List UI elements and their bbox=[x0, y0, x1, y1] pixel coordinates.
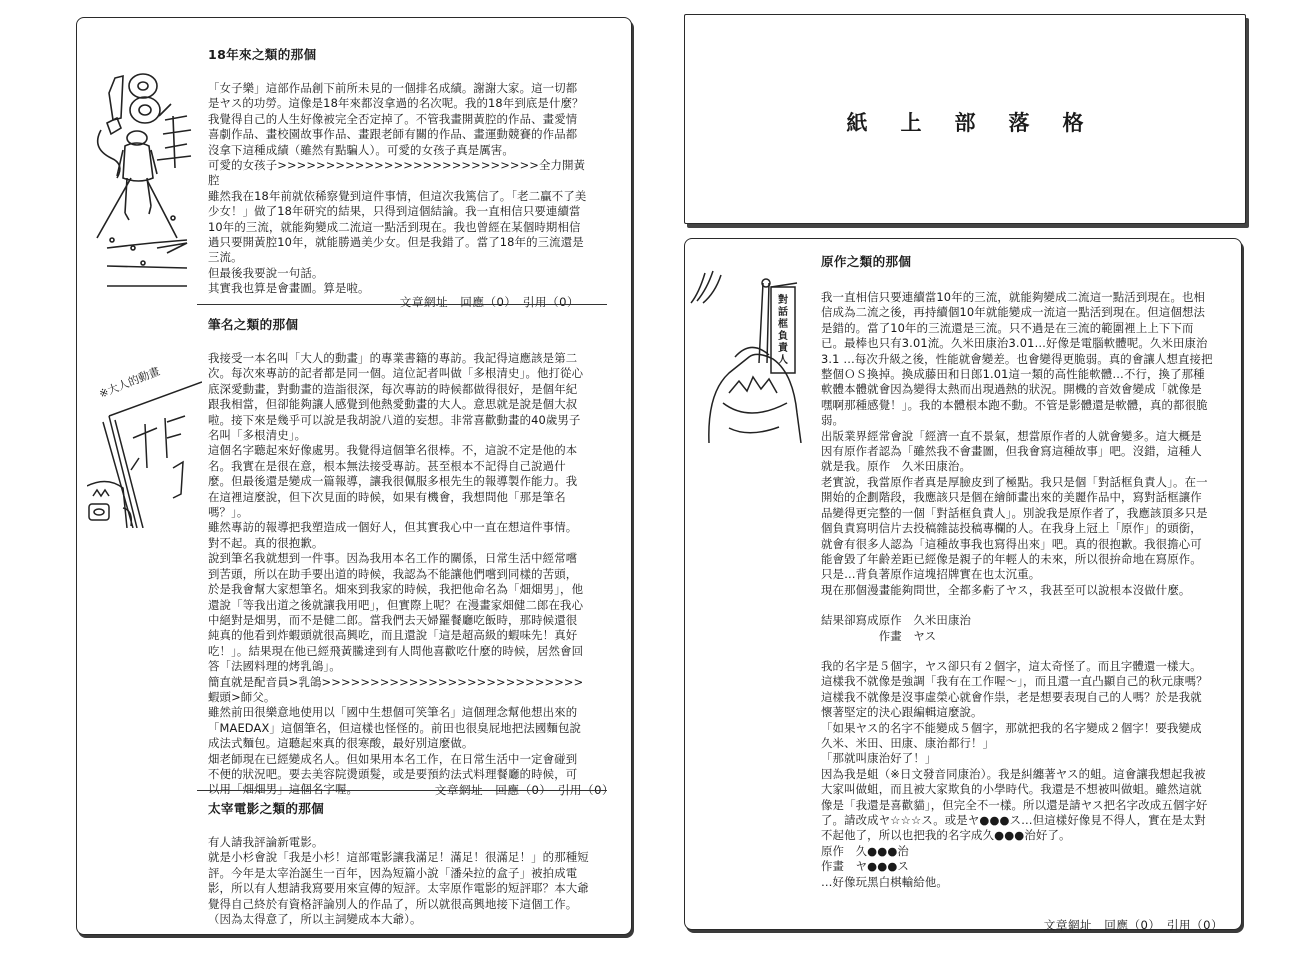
post-footer bbox=[1027, 903, 1223, 947]
permalink-link[interactable]: 文章網址 bbox=[434, 783, 484, 797]
post-title: 18年來之類的那個 bbox=[208, 47, 317, 62]
paragraph: 雖然我在18年前就依稀察覺到這件事情，但這次我篤信了。「老二贏不了美少女！」做了18年研究的結果，只得到這個結論。我一直相信只要連續當10年的三流，就能夠變成二流這一點活到現在。我也曾經在某個時期相信過只要開黃腔10年，就能勝過美少女。但是我錯了。當了18年的三流還是三流。 bbox=[208, 188, 587, 265]
paragraph: 我一直相信只要連續當10年的三流，就能夠變成二流這一點活到現在。也相信成為二流之後，再持續個10年就能變成一流這一點活到現在。但這個想法是錯的。當了10年的三流還是三流。只不過是在三流的範圍裡上上下下而已。最棒也只有3.01流。久米田康治3.01…好像是電腦軟體呢。久米田康治 3.1 …每次升級之後，性能就會變差。也會變得更脆弱。真的會讓人想直接把整個ＯＳ換掉。換成藤田和日郎1.01這一類的高性能軟體…不行，換了那種軟體本體就會因為變得太熱而出現過熱的狀況。開機的音效會變成「就像是嘿啊那種感覺！」。我的本體根本跑不動。不管是影體還是軟體，真的都很脆弱。 bbox=[821, 290, 1213, 428]
paragraph: 但最後我要說一句話。 bbox=[208, 265, 324, 280]
quotes-link[interactable]: 引用（0） bbox=[1166, 918, 1224, 932]
svg-text:人: 人 bbox=[778, 355, 788, 366]
svg-text:負: 負 bbox=[778, 331, 788, 342]
paragraph: 雖然前田很樂意地使用以「國中生想個可笑筆名」這個理念幫他想出來的「MAEDAX」這個筆名，但這樣也怪怪的。前田也很臭屁地把法國麵包說成法式麵包。這聽起來真的很寒酸，最好別這麼做。 bbox=[208, 705, 582, 751]
paragraph: 「女子樂」這部作品創下前所未見的一個排名成績。謝謝大家。這一切都是ヤス的功勞。這像是18年來都沒拿過的名次呢。我的18年到底是什麼？我覺得自己的人生好像被完全否定掉了。不管我畫開黃腔的作品、畫愛情喜劇作品、畫校園故事作品、畫跟老師有關的作品、畫運動競賽的作品都沒拿下這種成績（雖然有點騙人）。可愛的女孩子真是厲害。 bbox=[208, 81, 584, 157]
svg-text:框: 框 bbox=[778, 319, 788, 330]
walking-man-road-icon bbox=[87, 38, 197, 288]
permalink-link[interactable]: 文章網址 bbox=[1043, 918, 1093, 932]
paragraph: 我接受一本名叫「大人的動畫」的專業書籍的專訪。我記得這應該是第二次。每次來專訪的記者都是同一個。這位記者叫做「多根清史」。他打從心底深愛動畫，對動畫的造詣很深，每次專訪的時候都做得很好，是個年紀跟我相當，但卻能夠讓人感覺到他熱愛動畫的大人。意思就是說是個大叔啦。接下來是幾乎可以說是我胡說八道的妄想。非常喜歡動畫的40歲男子名叫「多根清史」。 bbox=[208, 351, 584, 443]
blog-post-original-author bbox=[821, 251, 1213, 890]
post-divider bbox=[197, 304, 607, 305]
replies-link[interactable]: 回應（0） bbox=[460, 295, 511, 309]
svg-text:對: 對 bbox=[778, 295, 788, 306]
right-page-frame bbox=[684, 238, 1242, 930]
credit-line: 作畫 ヤス bbox=[821, 628, 937, 643]
magazine-icon bbox=[87, 358, 202, 528]
credit-line: 原作 久●●●治 bbox=[821, 843, 909, 858]
post-body bbox=[208, 835, 592, 927]
bowing-person-with-sign-icon bbox=[689, 253, 817, 443]
paragraph: 只是…背負著原作這塊招牌實在也太沉重。 bbox=[821, 567, 1041, 582]
post-body bbox=[208, 351, 588, 798]
section-title: 紙上部落格 bbox=[846, 111, 1117, 135]
replies-link[interactable]: 回應（0） bbox=[495, 783, 546, 797]
paragraph: …好像玩黑白棋輸給他。 bbox=[821, 874, 948, 889]
credit-line: 作畫 ヤ●●●ス bbox=[821, 859, 909, 874]
blog-post-dazai-film bbox=[208, 798, 592, 927]
post-title: 筆名之類的那個 bbox=[208, 317, 299, 332]
paragraph: 這個名字聽起來好像處男。我覺得這個筆名很棒。不，這說不定是他的本名。我實在是很在意，根本無法接受專訪。甚至根本不記得自己說過什麼。但最後還是變成一篇報導，讓我很佩服多根先生的報導製作能力。我在這裡這麼說，但下次見面的時候，如果有機會，我想問他「那是筆名嗎？」。 bbox=[208, 443, 578, 520]
paragraph: 「那就叫康治好了！」 bbox=[821, 751, 937, 766]
paragraph: 說到筆名我就想到一件事。因為我用本名工作的關係，日常生活中經常嚐到苦頭，所以在助手要出道的時候，我認為不能讓他們嚐到同樣的苦頭，於是我會幫大家想筆名。畑來到我家的時候，我把他命名為「畑畑男」，他還說「等我出道之後就讓我用吧」，但實際上呢？在漫畫家畑健二郎在我心中絕對是畑男，而不是健二郎。當我們去天婦羅餐廳吃飯時，那時候還很純真的他看到炸蝦頭就很高興吃，而且還說「這是超高級的蝦味先！真好吃！」。結果現在他已經飛黃騰達到有人問他喜歡吃什麼的時候，居然會回答「法國料理的烤乳鴿」。 bbox=[208, 551, 584, 674]
paragraph: 老實說，我當原作者真是厚臉皮到了極點。我只是個「對話框負責人」。在一開始的企劃階段，我應該只是個在繪師畫出來的美麗作品中，寫對話框讓作品變得更完整的一個「對話框負責人」。別說我是原作者了，我應該頂多只是個負責寫明信片去投稿雜誌投稿專欄的人。在我身上冠上「原作」的頭銜，就會有很多人認為「這種故事我也寫得出來」吧。真的很抱歉。我很擔心可能會毀了年齡差距已經像是親子的年輕人的未來，所以很拚命地在寫原作。 bbox=[821, 474, 1208, 566]
quotes-link[interactable]: 引用（0） bbox=[522, 295, 580, 309]
blank-line bbox=[821, 598, 1213, 613]
otona-anime-magazine-illustration bbox=[87, 358, 202, 528]
magazine-caption: ※大人的動畫 bbox=[97, 364, 162, 401]
svg-text:話: 話 bbox=[778, 307, 788, 318]
permalink-link[interactable]: 文章網址 bbox=[399, 295, 449, 309]
section-title-box bbox=[684, 14, 1246, 224]
paragraph: 現在那個漫畫能夠問世，全都多虧了ヤス，我甚至可以說根本沒做什麼。 bbox=[821, 582, 1191, 597]
post-body bbox=[821, 290, 1213, 890]
paragraph: 雖然專訪的報導把我塑造成一個好人，但其實我心中一直在想這件事情。對不起。真的很抱歉。 bbox=[208, 520, 578, 550]
paragraph: 就是小杉會說「我是小杉！這部電影讓我滿足！滿足！很滿足！」的那種短評。今年是太宰治誕生一百年，因為短篇小說「潘朵拉的盒子」被拍成電影，所以有人想請我寫要用來宣傳的短評。太宰原作電影的短評耶？本大爺覺得自己終於有資格評論別人的作品了，所以就很高興地接下這個工作。（因為太得意了，所以主詞變成本大爺）。 bbox=[208, 850, 589, 927]
post-divider bbox=[197, 790, 607, 791]
post-body bbox=[208, 81, 588, 297]
paragraph: 畑老師現在已經變成名人。但如果用本名工作，在日常生活中一定會碰到不便的狀況吧。要去美容院燙頭髮，或是要預約法式料理餐廳的時候，可以用「畑畑男」這個名字喔。 bbox=[208, 751, 578, 797]
svg-text:責: 責 bbox=[778, 343, 788, 354]
paragraph: 有人請我評論新電影。 bbox=[208, 835, 324, 849]
replies-link[interactable]: 回應（0） bbox=[1104, 918, 1155, 932]
paragraph: 出版業界經常會說「經濟一直不景氣，想當原作者的人就會變多。這大概是因有原作者認為「雖然我不會畫圖，但我會寫這種故事」吧。沒錯，這種人就是我。原作 久米田康治。 bbox=[821, 428, 1202, 474]
paragraph: 「如果ヤス的名字不能變成５個字，那就把我的名字變成２個字！要我變成久米、米田、田康、康治都行！」 bbox=[821, 720, 1202, 750]
paragraph: 其實我也算是會畫圖。算是啦。 bbox=[208, 281, 370, 296]
blog-post-pen-name bbox=[208, 314, 588, 798]
post-title: 太宰電影之類的那個 bbox=[208, 801, 325, 816]
blog-post-18-years bbox=[208, 44, 588, 297]
blank-line bbox=[821, 644, 1213, 659]
quotes-link[interactable]: 引用（0） bbox=[557, 783, 615, 797]
paragraph: 因為我是蛆（※日文發音同康治）。我是糾纏著ヤス的蛆。這會讓我想起我被大家叫做蛆，而且被大家欺負的小學時代。我還是不想被叫做蛆。雖然這就像是「我還是喜歡貓」，但完全不一樣。所以還是請ヤス把名字改成五個字好了。請改成ヤ☆☆☆ス。或是ヤ●●●ス…但這樣好像見不得人，實在是太對不起他了，所以也把我的名字成久●●●治好了。 bbox=[821, 766, 1208, 843]
paragraph: 我的名字是５個字，ヤス卻只有２個字，這太奇怪了。而且字體還一樣大。這樣我不就像是強調「我有在工作喔～」，而且還一直凸顯自己的秋元康嗎？這樣我不就像是沒事虛榮心就會作祟，老是想要表現自己的人嗎？於是我就懷著堅定的決心跟編輯這麼說。 bbox=[821, 658, 1208, 720]
paragraph: 可愛的女孩子>>>>>>>>>>>>>>>>>>>>>>>>>>>全力開黃腔 bbox=[208, 158, 586, 188]
left-page-frame bbox=[76, 17, 632, 935]
eighteen-years-illustration bbox=[87, 38, 197, 288]
post-title: 原作之類的那個 bbox=[821, 254, 912, 269]
dialogue-box-manager-illustration bbox=[689, 253, 817, 443]
paragraph: 簡直就是配音員>乳鴿>>>>>>>>>>>>>>>>>>>>>>>>>>>蝦頭>師父。 bbox=[208, 674, 584, 704]
credit-line: 結果卻寫成原作 久米田康治 bbox=[821, 613, 972, 628]
